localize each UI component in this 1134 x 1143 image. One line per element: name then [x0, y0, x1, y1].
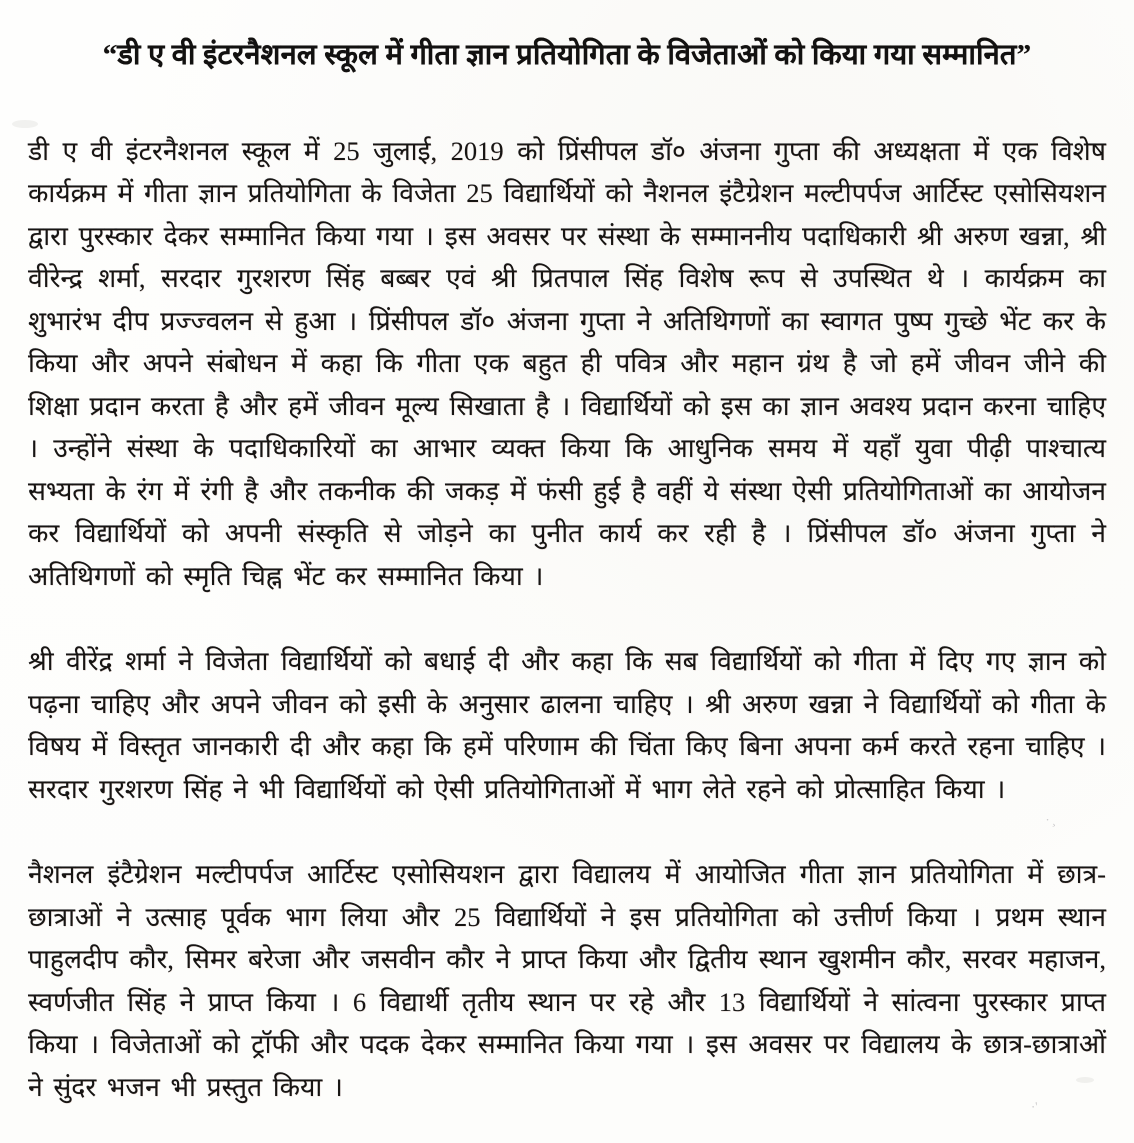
- document-title: “डी ए वी इंटरनैशनल स्कूल में गीता ज्ञान प्रतियोगिता के विजेताओं को किया गया सम्मानित”: [102, 39, 1032, 71]
- document-body: [28, 130, 1106, 1109]
- scan-pencil-mark: ·¸: [1045, 812, 1058, 827]
- paragraph-results-winners: नैशनल इंटैग्रेशन मल्टीपर्पज आर्टिस्ट एसोसियशन द्वारा विद्यालय में आयोजित गीता ज्ञान प्रतियोगिता में छात्र-छात्राओं ने उत्साह पूर्वक भाग लिया और 25 विद्यार्थियों ने इस प्रतियोगिता को उत्तीर्ण किया । प्रथम स्थान पाहुलदीप कौर, सिमर बरेजा और जसवीन कौर ने प्राप्त किया और द्वितीय स्थान खुशमीन कौर, सरवर महाजन, स्वर्णजीत सिंह ने प्राप्त किया । 6 विद्यार्थी तृतीय स्थान पर रहे और 13 विद्यार्थियों ने सांत्वना पुरस्कार प्राप्त किया । विजेताओं को ट्रॉफी और पदक देकर सम्मानित किया गया । इस अवसर पर विद्यालय के छात्र-छात्राओं ने सुंदर भजन भी प्रस्तुत किया ।: [28, 859, 1106, 1102]
- paragraph-guest-speeches: श्री वीरेंद्र शर्मा ने विजेता विद्यार्थियों को बधाई दी और कहा कि सब विद्यार्थियों को गीता में दिए गए ज्ञान को पढ़ना चाहिए और अपने जीवन को इसी के अनुसार ढालना चाहिए । श्री अरुण खन्ना ने विद्यार्थियों को गीता के विषय में विस्तृत जानकारी दी और कहा कि हमें परिणाम की चिंता किए बिना अपना कर्म करते रहना चाहिए । सरदार गुरशरण सिंह ने भी विद्यार्थियों को ऐसी प्रतियोगिताओं में भाग लेते रहने को प्रोत्साहित किया ।: [28, 646, 1106, 804]
- paragraph-event-report: डी ए वी इंटरनैशनल स्कूल में 25 जुलाई, 2019 को प्रिंसीपल डॉ० अंजना गुप्ता की अध्यक्षता में एक विशेष कार्यक्रम में गीता ज्ञान प्रतियोगिता के विजेता 25 विद्यार्थियों को नैशनल इंटैग्रेशन मल्टीपर्पज आर्टिस्ट एसोसियशन द्वारा पुरस्कार देकर सम्मानित किया गया । इस अवसर पर संस्था के सम्माननीय पदाधिकारी श्री अरुण खन्ना, श्री वीरेन्द्र शर्मा, सरदार गुरशरण सिंह बब्बर एवं श्री प्रितपाल सिंह विशेष रूप से उपस्थित थे । कार्यक्रम का शुभारंभ दीप प्रज्ज्वलन से हुआ । प्रिंसीपल डॉ० अंजना गुप्ता ने अतिथिगणों का स्वागत पुष्प गुच्छे भेंट कर के किया और अपने संबोधन में कहा कि गीता एक बहुत ही पवित्र और महान ग्रंथ है जो हमें जीवन जीने की शिक्षा प्रदान करता है और हमें जीवन मूल्य सिखाता है । विद्यार्थियों को इस का ज्ञान अवश्य प्रदान करना चाहिए । उन्होंने संस्था के पदाधिकारियों का आभार व्यक्त किया कि आधुनिक समय में यहाँ युवा पीढ़ी पाश्चात्य सभ्यता के रंग में रंगी है और तकनीक की जकड़ में फंसी हुई है वहीं ये संस्था ऐसी प्रतियोगिताओं का आयोजन कर विद्यार्थियों को अपनी संस्कृति से जोड़ने का पुनीत कार्य कर रही है । प्रिंसीपल डॉ० अंजना गुप्ता ने अतिथिगणों को स्मृति चिह्न भेंट कर सम्मानित किया ।: [28, 135, 1106, 591]
- scan-smudge: [12, 120, 38, 128]
- scan-pencil-mark: ·': [1030, 1098, 1039, 1115]
